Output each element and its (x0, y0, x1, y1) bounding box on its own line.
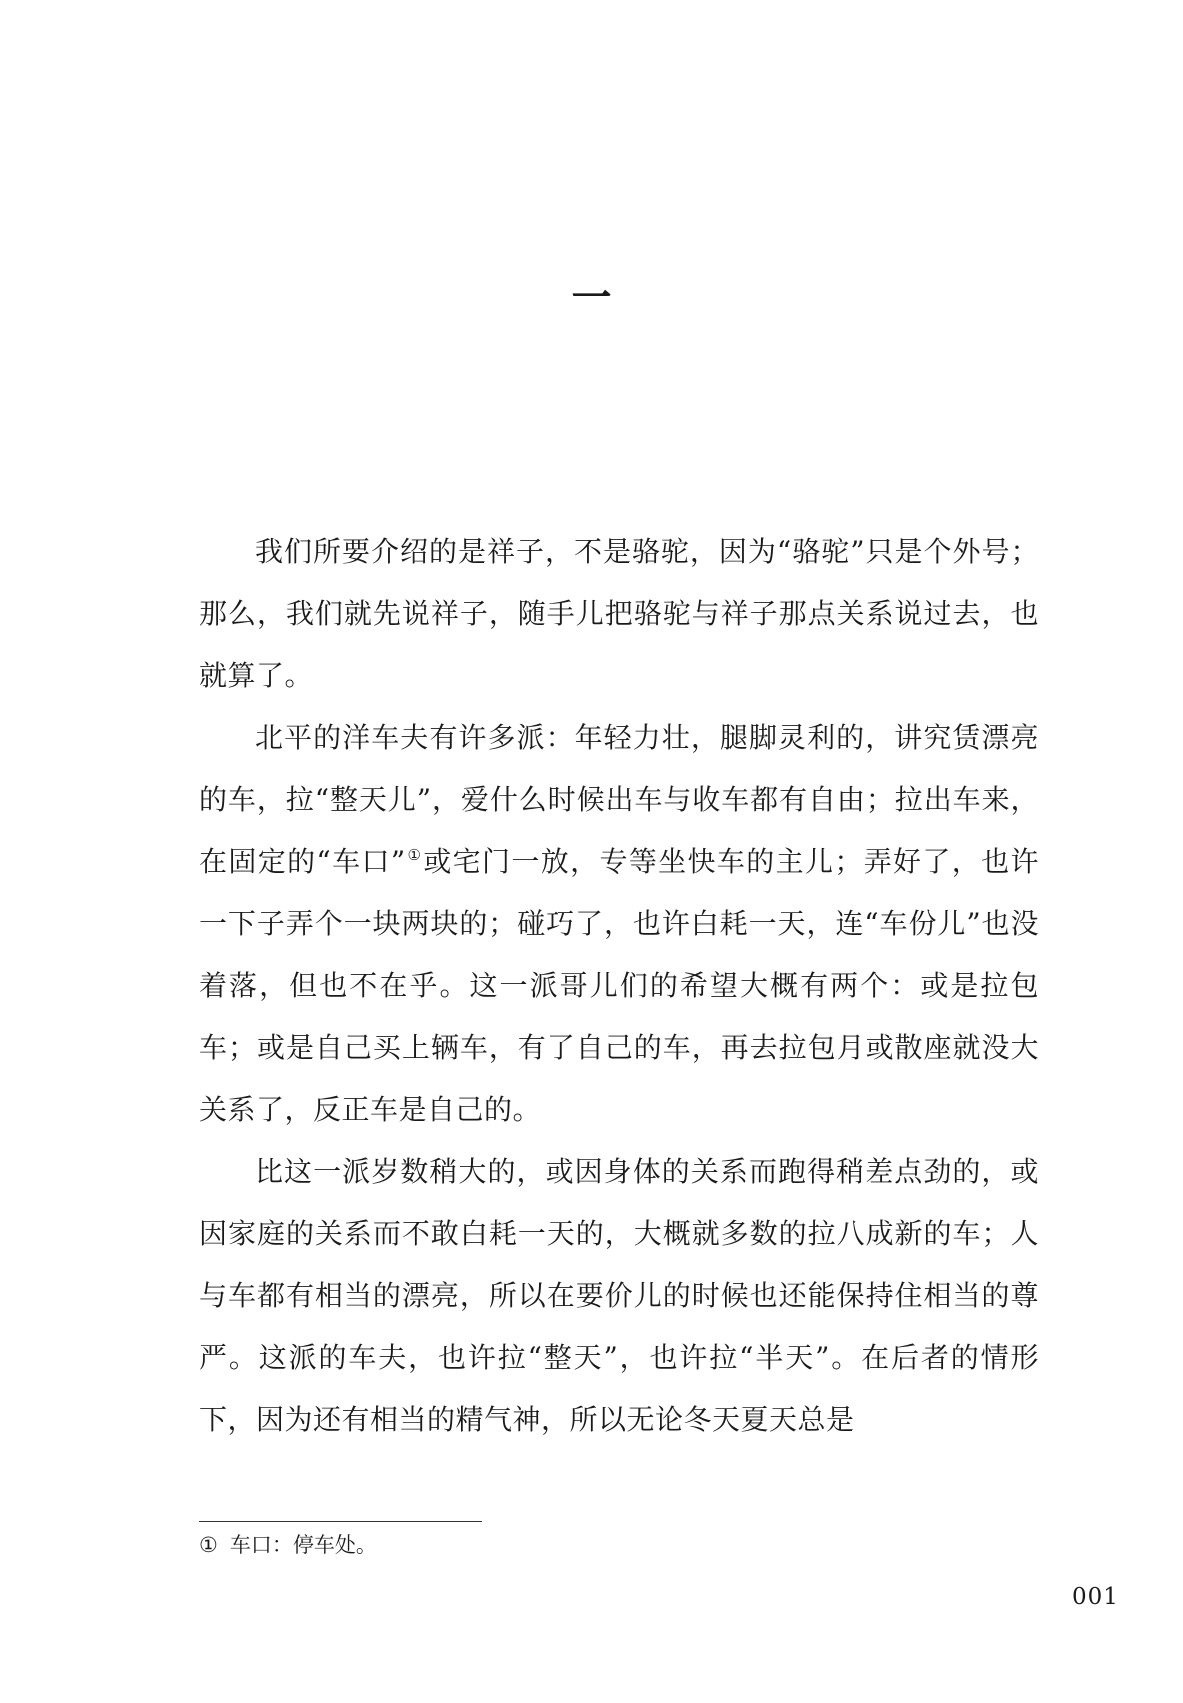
paragraph-2-text-before-ref: 北平的洋车夫有许多派：年轻力壮，腿脚灵利的，讲究赁漂亮的车，拉“整天儿”，爱什么时候出车与收车都有自由；拉出车来，在固定的“车口” (199, 721, 1039, 878)
footnote (199, 1529, 377, 1561)
paragraph-3: 比这一派岁数稍大的，或因身体的关系而跑得稍差点劲的，或因家庭的关系而不敢白耗一天的，大概就多数的拉八成新的车；人与车都有相当的漂亮，所以在要价儿的时候也还能保持住相当的尊严。这派的车夫，也许拉“整天”，也许拉“半天”。在后者的情形下，因为还有相当的精气神，所以无论冬天夏天总是 (199, 1155, 1039, 1436)
paragraph-2 (199, 707, 1039, 1141)
body-text (199, 521, 1039, 1451)
footnote-mark: ① (199, 1533, 218, 1557)
footnote-divider (199, 1521, 482, 1522)
page-number: 001 (1072, 1584, 1119, 1610)
footnote-text: 车口：停车处。 (229, 1533, 377, 1557)
chapter-title: 一 (571, 274, 612, 321)
paragraph-2-text-after-ref: 或宅门一放，专等坐快车的主儿；弄好了，也许一下子弄个一块两块的；碰巧了，也许白耗一天，连“车份儿”也没着落，但也不在乎。这一派哥儿们的希望大概有两个：或是拉包车；或是自己买上辆车，有了自己的车，再去拉包月或散座就没大关系了，反正车是自己的。 (199, 845, 1039, 1126)
paragraph-1: 我们所要介绍的是祥子，不是骆驼，因为“骆驼”只是个外号；那么，我们就先说祥子，随手儿把骆驼与祥子那点关系说过去，也就算了。 (199, 535, 1039, 692)
footnote-reference-mark[interactable]: ① (406, 846, 423, 864)
